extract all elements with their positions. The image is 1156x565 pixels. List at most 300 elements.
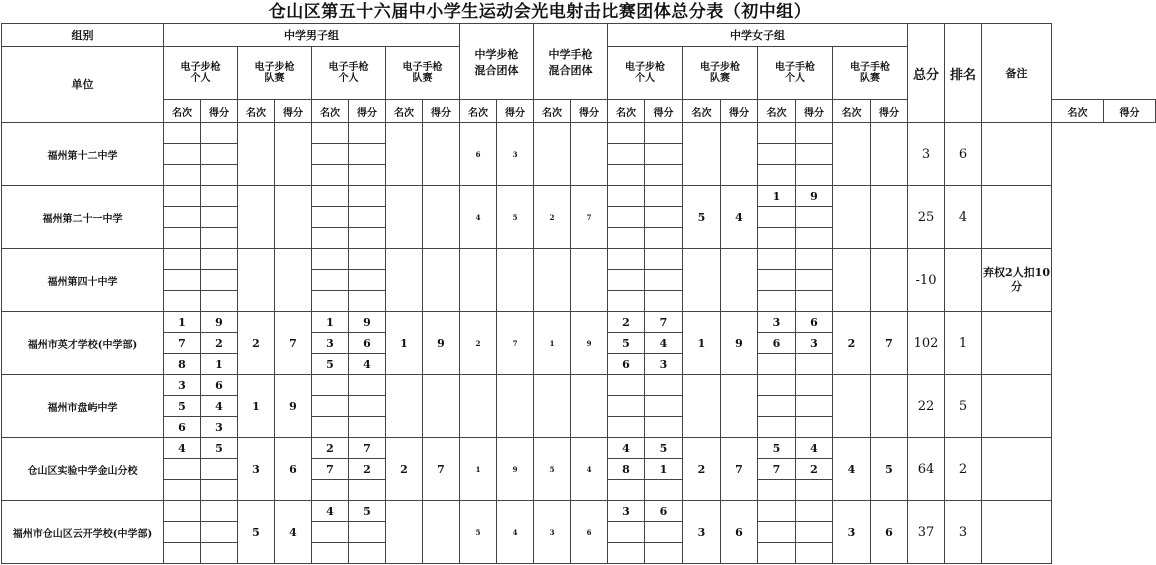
girls-pistol-ind-rank: [758, 375, 796, 396]
event-label-line: 个人: [785, 73, 805, 84]
boys-pistol-ind-score: [349, 291, 386, 312]
boys-rifle-ind-score: [201, 480, 238, 501]
rank-column-label: 名次: [683, 100, 721, 123]
boys-pistol-ind-rank: 2: [312, 438, 349, 459]
boys-pistol-ind-score: [349, 480, 386, 501]
boys-pistol-ind-score: [349, 270, 386, 291]
remarks-note: [982, 312, 1052, 375]
remarks-note: [982, 375, 1052, 438]
boys-rifle-ind-rank: [164, 291, 201, 312]
rifle-mixed-rank: 2: [460, 312, 497, 375]
boys-pistol-ind-score: [349, 375, 386, 396]
boys-rifle-ind-rank: 4: [164, 438, 201, 459]
girls-rifle-ind-rank: [608, 375, 645, 396]
boys-rifle-ind-score: [201, 144, 238, 165]
boys-pistol-ind-rank: [312, 165, 349, 186]
remarks-note: [982, 186, 1052, 249]
girls-pistol-ind-rank: 1: [758, 186, 796, 207]
total-score: 25: [908, 186, 945, 249]
remarks-note: 弃权2人扣10分: [982, 249, 1052, 312]
girls-rifle-team-score: 6: [721, 501, 758, 564]
boys-pistol-team-score: [423, 249, 460, 312]
boys-rifle-individual-header: [164, 47, 238, 100]
pistol-mixed-score: 6: [571, 501, 608, 564]
final-rank: 6: [945, 123, 982, 186]
girls-rifle-team-score: 4: [721, 186, 758, 249]
boys-pistol-ind-rank: [312, 480, 349, 501]
girls-pistol-ind-score: [796, 165, 833, 186]
rifle-mixed-rank: 6: [460, 123, 497, 186]
girls-rifle-team-score: 7: [721, 438, 758, 501]
girls-pistol-ind-score: [796, 249, 833, 270]
pistol-mixed-line1: 中学手枪: [548, 47, 593, 61]
pistol-mixed-rank: 3: [534, 501, 571, 564]
boys-rifle-team-rank: 3: [238, 438, 275, 501]
boys-pistol-ind-score: [349, 396, 386, 417]
pistol-mixed-header: [534, 24, 608, 100]
boys-pistol-ind-rank: [312, 207, 349, 228]
girls-rifle-ind-score: 3: [645, 354, 683, 375]
rifle-mixed-rank: [460, 249, 497, 312]
boys-rifle-ind-score: [201, 543, 238, 564]
girls-pistol-team-score: [871, 123, 908, 186]
girls-rifle-ind-score: [645, 396, 683, 417]
boys-rifle-ind-rank: [164, 459, 201, 480]
score-table: [1, 23, 1156, 564]
rank-column-label: 名次: [460, 100, 497, 123]
girls-pistol-ind-score: [796, 291, 833, 312]
girls-pistol-ind-score: [796, 228, 833, 249]
girls-pistol-ind-score: [796, 480, 833, 501]
boys-rifle-ind-score: [201, 459, 238, 480]
ranking-header: 排名: [945, 24, 982, 123]
boys-rifle-team-rank: 5: [238, 501, 275, 564]
girls-pistol-ind-rank: [758, 270, 796, 291]
boys-pistol-team-rank: [386, 186, 423, 249]
boys-pistol-ind-rank: 3: [312, 333, 349, 354]
girls-rifle-ind-score: [645, 123, 683, 144]
rank-column-label: 名次: [386, 100, 423, 123]
girls-pistol-ind-score: 9: [796, 186, 833, 207]
girls-pistol-ind-rank: [758, 543, 796, 564]
boys-rifle-ind-rank: [164, 543, 201, 564]
rank-column-label: 名次: [833, 100, 871, 123]
boys-pistol-ind-rank: [312, 417, 349, 438]
total-score: 64: [908, 438, 945, 501]
boys-rifle-ind-rank: 6: [164, 417, 201, 438]
event-label-line: 电子步枪: [625, 62, 665, 73]
total-score: -10: [908, 249, 945, 312]
boys-rifle-ind-rank: 3: [164, 375, 201, 396]
girls-pistol-ind-score: [796, 396, 833, 417]
girls-pistol-team-rank: [833, 375, 871, 438]
girls-rifle-ind-rank: [608, 249, 645, 270]
girls-rifle-team-score: 9: [721, 312, 758, 375]
girls-pistol-ind-score: [796, 207, 833, 228]
rank-column-label: 名次: [1052, 100, 1104, 123]
page-title: 仓山区第五十六届中小学生运动会光电射击比赛团体总分表（初中组）: [268, 2, 812, 22]
girls-rifle-ind-rank: [608, 207, 645, 228]
girls-pistol-ind-score: [796, 270, 833, 291]
score-column-label: 得分: [201, 100, 238, 123]
girls-pistol-ind-rank: [758, 207, 796, 228]
school-name: 福州第二十一中学: [2, 186, 164, 249]
boys-pistol-ind-score: 6: [349, 333, 386, 354]
boys-pistol-team-rank: [386, 501, 423, 564]
total-score: 37: [908, 501, 945, 564]
rifle-mixed-score: 4: [497, 501, 534, 564]
boys-rifle-ind-score: 9: [201, 312, 238, 333]
score-column-label: 得分: [275, 100, 312, 123]
rifle-mixed-rank: [460, 375, 497, 438]
score-column-label: 得分: [645, 100, 683, 123]
boys-rifle-ind-rank: [164, 522, 201, 543]
rank-column-label: 名次: [608, 100, 645, 123]
final-rank: 4: [945, 186, 982, 249]
girls-pistol-ind-rank: [758, 144, 796, 165]
pistol-mixed-rank: [534, 123, 571, 186]
pistol-mixed-score: 9: [571, 312, 608, 375]
girls-pistol-ind-rank: 7: [758, 459, 796, 480]
rifle-mixed-score: 7: [497, 312, 534, 375]
girls-rifle-ind-score: 7: [645, 312, 683, 333]
girls-pistol-team-rank: 4: [833, 438, 871, 501]
rifle-mixed-rank: 5: [460, 501, 497, 564]
girls-pistol-ind-rank: [758, 396, 796, 417]
boys-pistol-ind-score: [349, 543, 386, 564]
final-rank: 3: [945, 501, 982, 564]
girls-pistol-ind-score: 6: [796, 312, 833, 333]
girls-pistol-ind-rank: [758, 354, 796, 375]
girls-rifle-team-rank: [683, 249, 721, 312]
pistol-mixed-score: 4: [571, 438, 608, 501]
boys-rifle-ind-score: [201, 207, 238, 228]
girls-rifle-ind-rank: [608, 186, 645, 207]
boys-rifle-ind-score: [201, 186, 238, 207]
girls-rifle-ind-score: [645, 249, 683, 270]
girls-pistol-ind-rank: [758, 501, 796, 522]
boys-rifle-team-score: 7: [275, 312, 312, 375]
girls-rifle-ind-rank: [608, 270, 645, 291]
table-row: [2, 501, 1156, 522]
event-label-line: 电子手枪: [402, 62, 443, 73]
girls-pistol-ind-score: [796, 417, 833, 438]
final-rank: 5: [945, 375, 982, 438]
girls-rifle-team-score: [721, 249, 758, 312]
girls-rifle-team-header: [683, 47, 758, 100]
boys-pistol-ind-rank: 1: [312, 312, 349, 333]
girls-pistol-team-rank: 3: [833, 501, 871, 564]
boys-rifle-ind-score: [201, 249, 238, 270]
boys-pistol-ind-rank: 4: [312, 501, 349, 522]
score-column-label: 得分: [497, 100, 534, 123]
girls-rifle-ind-score: 6: [645, 501, 683, 522]
remarks-note: [982, 438, 1052, 501]
total-score: 102: [908, 312, 945, 375]
girls-rifle-ind-score: [645, 417, 683, 438]
boys-pistol-ind-rank: [312, 375, 349, 396]
rifle-mixed-score: [497, 249, 534, 312]
rank-column-label: 名次: [238, 100, 275, 123]
boys-rifle-ind-score: 3: [201, 417, 238, 438]
rank-column-label: 名次: [312, 100, 349, 123]
score-column-label: 得分: [571, 100, 608, 123]
girls-rifle-ind-rank: [608, 165, 645, 186]
girls-pistol-team-rank: 2: [833, 312, 871, 375]
boys-pistol-individual-header: [312, 47, 386, 100]
boys-pistol-ind-score: [349, 522, 386, 543]
boys-pistol-ind-rank: [312, 396, 349, 417]
girls-pistol-ind-rank: [758, 165, 796, 186]
boys-pistol-team-rank: [386, 249, 423, 312]
boys-rifle-ind-rank: [164, 249, 201, 270]
girls-pistol-team-score: [871, 249, 908, 312]
rifle-mixed-score: [497, 375, 534, 438]
score-column-label: 得分: [796, 100, 833, 123]
girls-rifle-team-rank: [683, 123, 721, 186]
boys-rifle-ind-score: 1: [201, 354, 238, 375]
final-rank: [945, 249, 982, 312]
girls-pistol-ind-score: [796, 375, 833, 396]
unit-label: 单位: [2, 47, 164, 123]
girls-pistol-ind-rank: [758, 417, 796, 438]
girls-rifle-ind-score: [645, 186, 683, 207]
girls-pistol-team-score: [871, 375, 908, 438]
school-name: 福州市仓山区云开学校(中学部): [2, 501, 164, 564]
boys-rifle-team-score: [275, 249, 312, 312]
rifle-mixed-header: [460, 24, 534, 100]
girls-pistol-team-score: 7: [871, 312, 908, 375]
boys-pistol-ind-score: 7: [349, 438, 386, 459]
girls-pistol-ind-rank: [758, 123, 796, 144]
girls-pistol-individual-header: [758, 47, 833, 100]
rifle-mixed-score: 3: [497, 123, 534, 186]
boys-pistol-ind-rank: [312, 228, 349, 249]
table-row: [2, 438, 1156, 459]
boys-pistol-ind-score: [349, 144, 386, 165]
event-label-line: 个人: [635, 73, 655, 84]
girls-rifle-ind-score: [645, 207, 683, 228]
table-row: [2, 186, 1156, 207]
girls-rifle-ind-score: [645, 543, 683, 564]
table-row: [2, 249, 1156, 270]
girls-pistol-team-score: [871, 186, 908, 249]
pistol-mixed-rank: 2: [534, 186, 571, 249]
girls-rifle-ind-score: [645, 165, 683, 186]
boys-rifle-ind-rank: [164, 207, 201, 228]
boys-rifle-ind-rank: 7: [164, 333, 201, 354]
school-name: 福州第十二中学: [2, 123, 164, 186]
boys-pistol-team-rank: 1: [386, 312, 423, 375]
girls-pistol-ind-rank: 3: [758, 312, 796, 333]
girls-pistol-ind-score: [796, 144, 833, 165]
boys-rifle-ind-score: 5: [201, 438, 238, 459]
girls-rifle-ind-rank: 8: [608, 459, 645, 480]
boys-rifle-team-rank: [238, 186, 275, 249]
remarks-header: 备注: [982, 24, 1052, 123]
pistol-mixed-score: [571, 375, 608, 438]
girls-rifle-ind-rank: [608, 396, 645, 417]
event-label-line: 电子步枪: [180, 62, 221, 73]
boys-rifle-ind-score: [201, 291, 238, 312]
rifle-mixed-line2: 混合团体: [474, 63, 519, 77]
final-rank: 2: [945, 438, 982, 501]
girls-rifle-ind-score: 4: [645, 333, 683, 354]
boys-rifle-team-score: 9: [275, 375, 312, 438]
boys-rifle-ind-score: 4: [201, 396, 238, 417]
total-score: 22: [908, 375, 945, 438]
girls-rifle-ind-score: [645, 228, 683, 249]
girls-rifle-team-rank: 2: [683, 438, 721, 501]
girls-rifle-ind-score: [645, 291, 683, 312]
girls-rifle-ind-rank: [608, 291, 645, 312]
boys-rifle-team-rank: [238, 249, 275, 312]
table-row: [2, 312, 1156, 333]
boys-pistol-ind-rank: [312, 249, 349, 270]
rifle-mixed-score: 9: [497, 438, 534, 501]
boys-pistol-team-rank: [386, 375, 423, 438]
boys-rifle-ind-score: 6: [201, 375, 238, 396]
girls-rifle-team-score: [721, 123, 758, 186]
event-label-line: 电子手枪: [328, 62, 369, 73]
boys-pistol-ind-rank: [312, 144, 349, 165]
boys-pistol-ind-score: [349, 207, 386, 228]
girls-rifle-ind-rank: [608, 417, 645, 438]
girls-rifle-ind-score: [645, 270, 683, 291]
event-label-line: 电子手枪: [850, 62, 890, 73]
boys-rifle-ind-score: [201, 228, 238, 249]
boys-pistol-ind-score: [349, 186, 386, 207]
total-header: 总分: [908, 24, 945, 123]
boys-pistol-ind-score: [349, 417, 386, 438]
boys-pistol-ind-score: [349, 165, 386, 186]
event-label-line: 电子手枪: [775, 62, 815, 73]
boys-pistol-ind-score: 2: [349, 459, 386, 480]
total-score: 3: [908, 123, 945, 186]
girls-rifle-ind-score: [645, 144, 683, 165]
pistol-mixed-rank: 1: [534, 312, 571, 375]
girls-rifle-ind-rank: 4: [608, 438, 645, 459]
boys-pistol-ind-rank: [312, 186, 349, 207]
girls-pistol-ind-rank: [758, 249, 796, 270]
girls-pistol-ind-score: 3: [796, 333, 833, 354]
boys-rifle-team-header: [238, 47, 312, 100]
boys-pistol-ind-rank: [312, 123, 349, 144]
boys-pistol-team-score: 9: [423, 312, 460, 375]
girls-pistol-team-rank: [833, 123, 871, 186]
girls-rifle-ind-rank: 6: [608, 354, 645, 375]
event-label-line: 电子步枪: [700, 62, 740, 73]
girls-pistol-ind-rank: 5: [758, 438, 796, 459]
girls-rifle-ind-score: 1: [645, 459, 683, 480]
boys-pistol-ind-score: [349, 228, 386, 249]
rifle-mixed-score: 5: [497, 186, 534, 249]
boys-pistol-ind-score: [349, 249, 386, 270]
girls-rifle-ind-rank: [608, 543, 645, 564]
boys-rifle-ind-rank: [164, 480, 201, 501]
remarks-note: [982, 501, 1052, 564]
boys-pistol-ind-rank: [312, 522, 349, 543]
boys-rifle-ind-score: [201, 270, 238, 291]
boys-pistol-team-rank: [386, 123, 423, 186]
pistol-mixed-rank: 5: [534, 438, 571, 501]
boys-pistol-ind-rank: 5: [312, 354, 349, 375]
girls-rifle-team-rank: 5: [683, 186, 721, 249]
table-row: [2, 375, 1156, 396]
boys-rifle-ind-rank: 1: [164, 312, 201, 333]
boys-pistol-team-score: [423, 123, 460, 186]
rank-column-label: 名次: [534, 100, 571, 123]
girls-pistol-ind-score: [796, 501, 833, 522]
pistol-mixed-rank: [534, 375, 571, 438]
girls-rifle-ind-rank: [608, 522, 645, 543]
boys-rifle-ind-score: 2: [201, 333, 238, 354]
boys-rifle-ind-rank: [164, 270, 201, 291]
boys-rifle-ind-rank: [164, 228, 201, 249]
score-column-label: 得分: [871, 100, 908, 123]
girls-pistol-team-score: 5: [871, 438, 908, 501]
boys-pistol-ind-rank: 7: [312, 459, 349, 480]
event-label-line: 队赛: [860, 73, 880, 84]
boys-rifle-team-rank: [238, 123, 275, 186]
girls-rifle-ind-rank: [608, 228, 645, 249]
girls-pistol-ind-score: [796, 543, 833, 564]
school-name: 福州市盘屿中学: [2, 375, 164, 438]
group-label: 组别: [2, 24, 164, 47]
rifle-mixed-rank: 1: [460, 438, 497, 501]
boys-rifle-ind-rank: [164, 186, 201, 207]
pistol-mixed-line2: 混合团体: [548, 63, 593, 77]
girls-rifle-ind-score: [645, 522, 683, 543]
girls-pistol-ind-score: 4: [796, 438, 833, 459]
event-label-line: 电子步枪: [254, 62, 295, 73]
school-name: 福州市英才学校(中学部): [2, 312, 164, 375]
boys-rifle-ind-rank: [164, 501, 201, 522]
girls-rifle-team-score: [721, 375, 758, 438]
boys-rifle-ind-rank: [164, 123, 201, 144]
girls-pistol-ind-rank: [758, 522, 796, 543]
girls-pistol-team-score: 6: [871, 501, 908, 564]
boys-pistol-team-score: 7: [423, 438, 460, 501]
boys-rifle-ind-score: [201, 501, 238, 522]
boys-rifle-team-score: 6: [275, 438, 312, 501]
event-label-line: 队赛: [710, 73, 730, 84]
girls-rifle-ind-rank: 2: [608, 312, 645, 333]
girls-group-header: 中学女子组: [608, 24, 908, 47]
girls-rifle-team-rank: 1: [683, 312, 721, 375]
event-label-line: 个人: [338, 73, 359, 84]
boys-pistol-team-score: [423, 186, 460, 249]
score-column-label: 得分: [349, 100, 386, 123]
boys-rifle-team-score: [275, 123, 312, 186]
girls-rifle-team-rank: 3: [683, 501, 721, 564]
boys-rifle-ind-rank: 8: [164, 354, 201, 375]
boys-pistol-ind-rank: [312, 270, 349, 291]
boys-rifle-ind-rank: [164, 144, 201, 165]
rank-column-label: 名次: [758, 100, 796, 123]
boys-pistol-ind-score: 5: [349, 501, 386, 522]
rifle-mixed-line1: 中学步枪: [474, 47, 519, 61]
score-column-label: 得分: [721, 100, 758, 123]
boys-pistol-ind-score: [349, 123, 386, 144]
event-label-line: 队赛: [264, 73, 285, 84]
girls-pistol-team-header: [833, 47, 908, 100]
girls-rifle-individual-header: [608, 47, 683, 100]
remarks-note: [982, 123, 1052, 186]
girls-pistol-ind-rank: [758, 291, 796, 312]
girls-pistol-ind-rank: [758, 480, 796, 501]
girls-pistol-ind-rank: 6: [758, 333, 796, 354]
